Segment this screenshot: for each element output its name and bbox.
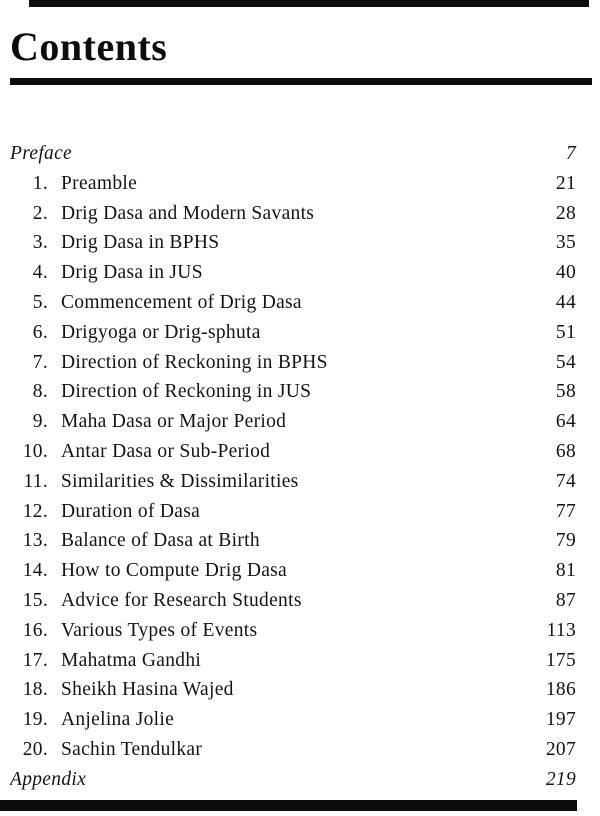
- toc-entry-label: Antar Dasa or Sub-Period: [61, 440, 271, 462]
- toc-entry-number: 11.: [23, 470, 48, 492]
- toc-entry-page-number: 7: [565, 143, 576, 164]
- toc-entry-number: 7.: [32, 351, 48, 373]
- toc-entry-number: 14.: [22, 560, 48, 582]
- toc-entry-label: Sachin Tendulkar: [61, 738, 203, 760]
- toc-entry-number: 10.: [22, 440, 48, 462]
- toc-entry-label: Commencement of Drig Dasa: [61, 291, 302, 313]
- toc-entry-page-number: 74: [555, 470, 576, 492]
- toc-entry: [10, 705, 576, 735]
- page-title: Contents: [10, 24, 168, 69]
- toc-entry-number: 6.: [32, 321, 48, 343]
- toc-entry: [10, 318, 576, 348]
- toc-entry-label: Maha Dasa or Major Period: [61, 411, 287, 433]
- toc-entry-page-number: 51: [555, 321, 576, 343]
- toc-entry-label: Drig Dasa and Modern Savants: [61, 202, 315, 224]
- toc-entry: [10, 586, 576, 616]
- toc-entry-label: Drig Dasa in JUS: [61, 262, 203, 284]
- toc-entry-page-number: 81: [555, 560, 576, 582]
- toc-entry: [10, 735, 576, 765]
- toc-entry-page-number: 58: [555, 381, 576, 403]
- toc-entry-label: Similarities & Dissimilarities: [61, 470, 299, 492]
- toc-entry-label: Sheikh Hasina Wajed: [61, 679, 234, 701]
- toc-entry: [10, 139, 576, 169]
- toc-entry-label: Drig Dasa in BPHS: [61, 232, 220, 254]
- toc-entry-label: Mahatma Gandhi: [61, 649, 202, 671]
- toc-entry-label: Preface: [10, 143, 73, 164]
- toc-entry: [10, 437, 576, 467]
- toc-entry-number: 5.: [32, 291, 48, 313]
- toc-entry: [10, 407, 576, 437]
- toc-entry-label: Anjelina Jolie: [61, 709, 175, 731]
- bottom-edge-bar: [0, 800, 577, 811]
- toc-entry-number: 12.: [22, 500, 48, 522]
- toc-entry-number: 3.: [32, 232, 48, 254]
- title-rule: [10, 78, 592, 85]
- toc-entry-page-number: 219: [545, 768, 576, 790]
- toc-entry: [10, 258, 576, 288]
- toc-entry-page-number: 44: [555, 291, 576, 313]
- toc-entry-page-number: 54: [555, 351, 576, 373]
- toc-entry-number: 16.: [22, 619, 48, 641]
- toc-entry-label: Drigyoga or Drig-sphuta: [61, 321, 261, 343]
- toc-entry-page-number: 186: [545, 679, 576, 701]
- toc-entry-number: 20.: [22, 738, 48, 760]
- toc-entry-page-number: 207: [545, 738, 576, 760]
- toc-entry: [10, 616, 576, 646]
- toc-entry: [10, 199, 576, 229]
- toc-entry-number: 9.: [32, 411, 48, 433]
- toc-entry: [10, 765, 576, 795]
- toc-entry: [10, 467, 576, 497]
- toc-entry: [10, 348, 576, 378]
- toc-entry-label: Various Types of Events: [61, 619, 258, 641]
- toc-entry-label: How to Compute Drig Dasa: [61, 560, 288, 582]
- toc-entry-label: Advice for Research Students: [61, 589, 302, 611]
- toc-entry-page-number: 64: [555, 411, 576, 433]
- toc-entry-number: 8.: [32, 381, 48, 403]
- toc-entry: [10, 526, 576, 556]
- toc-entry-number: 19.: [22, 709, 48, 731]
- toc-entry-page-number: 79: [555, 530, 576, 552]
- toc-entry: [10, 228, 576, 258]
- header: [0, 0, 600, 85]
- toc-entry: [10, 288, 576, 318]
- toc-entry-number: 17.: [22, 649, 48, 671]
- toc-list: [0, 139, 600, 795]
- toc-entry: [10, 497, 576, 527]
- toc-entry-label: Preamble: [61, 172, 138, 194]
- toc-entry: [10, 169, 576, 199]
- toc-entry-number: 18.: [22, 679, 48, 701]
- toc-entry-page-number: 113: [546, 619, 576, 641]
- toc-entry-page-number: 197: [545, 709, 576, 731]
- toc-entry-label: Direction of Reckoning in JUS: [61, 381, 312, 403]
- toc-entry-number: 13.: [22, 530, 48, 552]
- toc-entry-label: Duration of Dasa: [61, 500, 201, 522]
- toc-entry-page-number: 35: [555, 232, 576, 254]
- toc-entry-label: Appendix: [10, 768, 87, 790]
- toc-entry: [10, 675, 576, 705]
- toc-entry-page-number: 77: [555, 500, 576, 522]
- toc-entry-page-number: 68: [555, 440, 576, 462]
- toc-entry-number: 2.: [32, 202, 48, 224]
- top-edge-bar: [29, 0, 589, 7]
- toc-entry: [10, 377, 576, 407]
- toc-entry-label: Direction of Reckoning in BPHS: [61, 351, 328, 373]
- toc-entry-page-number: 175: [545, 649, 576, 671]
- toc-entry-page-number: 28: [555, 202, 576, 224]
- toc-entry-page-number: 21: [555, 172, 576, 194]
- toc-entry-number: 15.: [22, 589, 48, 611]
- toc-entry-label: Balance of Dasa at Birth: [61, 530, 260, 552]
- toc-entry: [10, 556, 576, 586]
- toc-entry-page-number: 40: [555, 262, 576, 284]
- toc-entry: [10, 646, 576, 676]
- toc-entry-number: 4.: [32, 262, 48, 284]
- toc-entry-page-number: 87: [555, 589, 576, 611]
- toc-entry-number: 1.: [32, 172, 48, 194]
